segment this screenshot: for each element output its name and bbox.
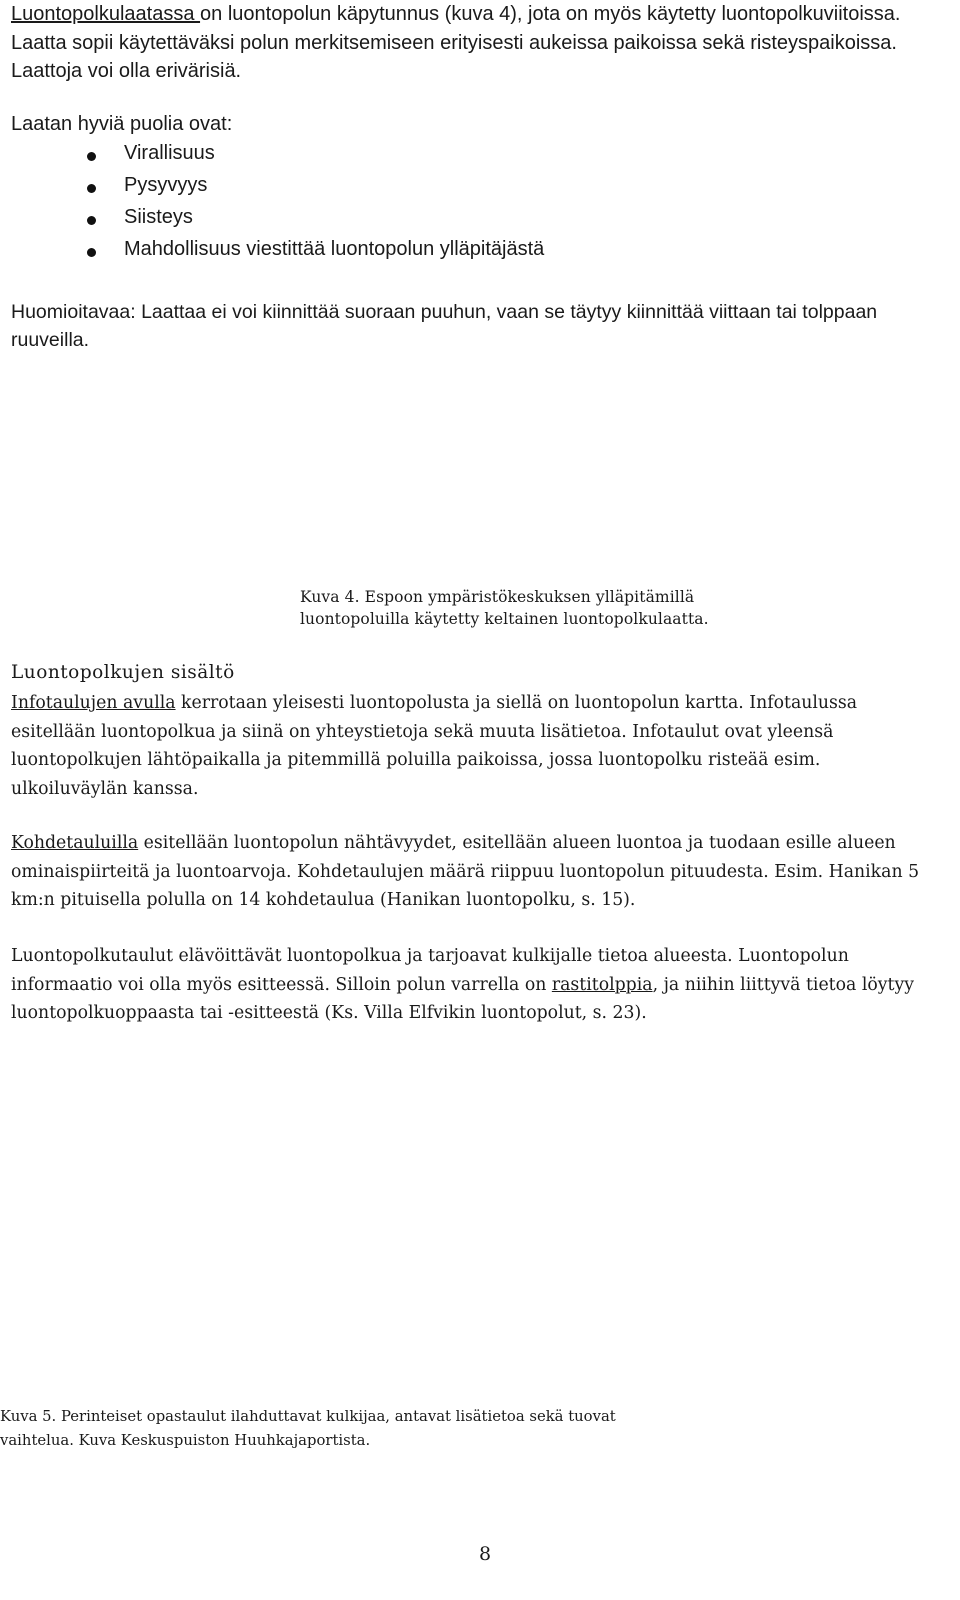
- figure4-caption-line: Kuva 4. Espoon ympäristökeskuksen ylläpitämillä: [300, 588, 695, 606]
- list-item: Mahdollisuus viestittää luontopolun ylläpitäjästä: [0, 238, 700, 268]
- note-paragraph: Huomioitavaa: Laattaa ei voi kiinnittää suoraan puuhun, vaan se täytyy kiinnittää viittaan tai tolppaan ruuveilla.: [11, 301, 878, 351]
- figure4-caption: [300, 586, 860, 630]
- intro-link[interactable]: Luontopolkulaatassa: [11, 3, 201, 25]
- list-item: Pysyvyys: [0, 174, 700, 204]
- bullet-icon: [87, 216, 96, 225]
- section-heading: Luontopolkujen sisältö: [11, 662, 235, 683]
- list-item: Virallisuus: [0, 142, 700, 172]
- rastitolppia-link[interactable]: rastitolppia: [551, 974, 653, 995]
- bullet-icon: [87, 184, 96, 193]
- figure5-caption-line: vaihtelua. Kuva Keskuspuiston Huuhkajaportista.: [0, 1432, 371, 1449]
- luontopolkutaulu-paragraph: Luontopolkutaulut elävöittävät luontopolkua ja tarjoavat kulkijalle tietoa alueesta. Luontopolun informaatio voi olla myös esitteessä. Silloin polun varrella on rastitolppia, ja niihin liittyvä tietoa löytyy luontopolkuoppaasta tai -esitteestä (Ks. Villa Elfvikin luontopolut, s. 23).: [11, 946, 914, 1024]
- kohdetaulu-link[interactable]: Kohdetauluilla: [11, 833, 139, 853]
- intro-paragraph: [11, 0, 941, 86]
- figure5-caption-line: Kuva 5. Perinteiset opastaulut ilahduttavat kulkijaa, antavat lisätietoa sekä tuovat: [0, 1408, 616, 1425]
- page-number: 8: [478, 1543, 492, 1565]
- pros-heading: Laatan hyviä puolia ovat:: [11, 113, 233, 135]
- kohdetaulu-paragraph: Kohdetauluilla esitellään luontopolun nähtävyydet, esitellään alueen luontoa ja tuodaan esille alueen ominaispiirteitä ja luontoarvoja. Kohdetaulujen määrä riippuu luontopolun pituudesta. Esim. Hanikan 5 km:n pituisella polulla on 14 kohdetaulua (Hanikan luontopolku, s. 15).: [11, 833, 920, 911]
- list-item: Siisteys: [0, 206, 700, 236]
- intro-text: on luontopolun käpytunnus (kuva 4), jota on myös käytetty luontopolkuviitoissa. Laatta sopii käytettäväksi polun merkitsemiseen erityisesti aukeissa paikoissa sekä risteyspaikoissa. Laattoja voi olla erivärisiä.: [11, 3, 901, 82]
- infotaulu-link[interactable]: Infotaulujen avulla: [11, 693, 176, 713]
- infotaulu-paragraph: Infotaulujen avulla kerrotaan yleisesti luontopolusta ja siellä on luontopolun kartta. Infotaulussa esitellään luontopolkua ja siinä on yhteystietoja sekä muuta lisätietoa. Infotaulut ovat yleensä luontopolkujen lähtöpaikalla ja pitemmillä poluilla paikoissa, jossa luontopolku risteää esim. ulkoiluväylän kanssa.: [11, 693, 858, 800]
- figure5-caption: [0, 1405, 700, 1453]
- figure4-caption-line: luontopoluilla käytetty keltainen luontopolkulaatta.: [300, 610, 709, 628]
- bullet-icon: [87, 248, 96, 257]
- bullet-icon: [87, 152, 96, 161]
